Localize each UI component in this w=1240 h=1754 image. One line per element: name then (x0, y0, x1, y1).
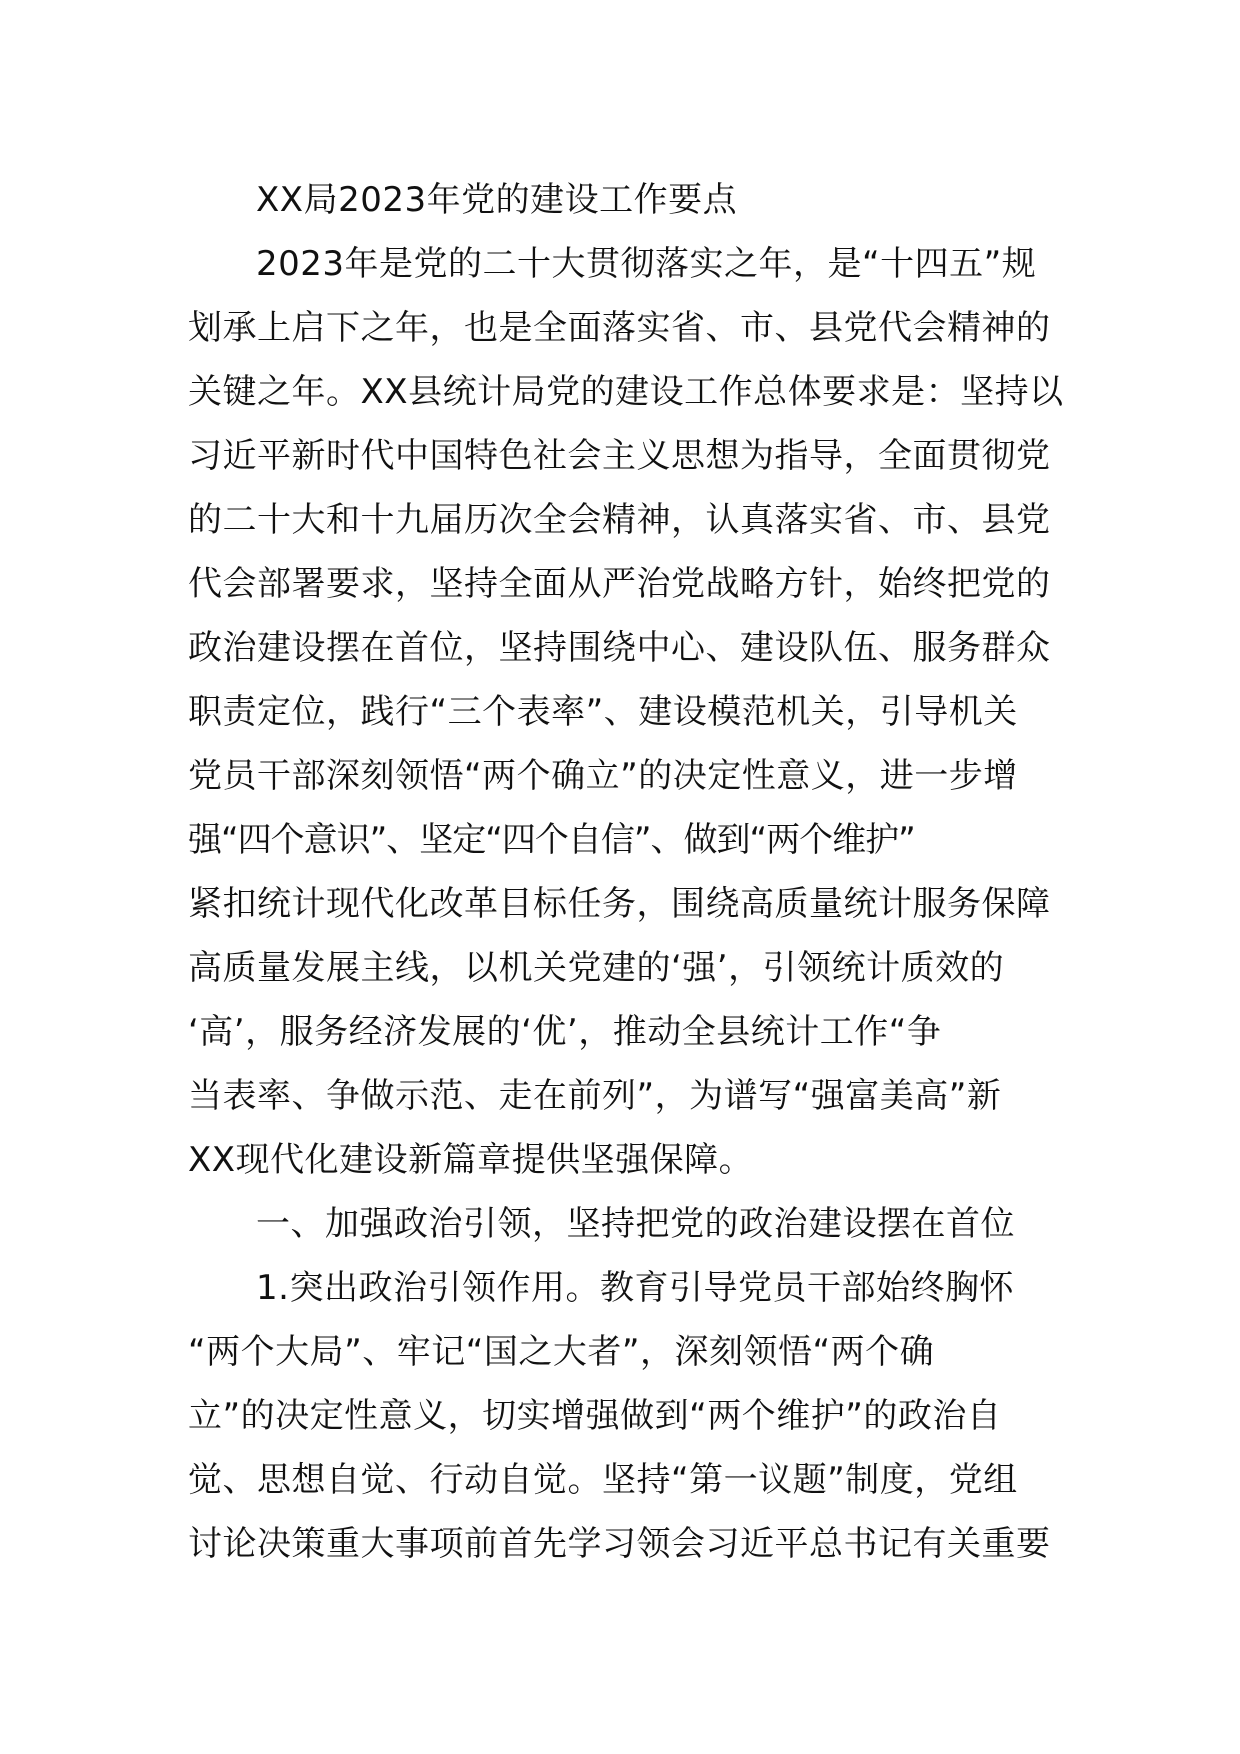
text-line: 的二十大和十九届历次全会精神，认真落实省、市、县党 (188, 500, 1051, 540)
text-line: 代会部署要求，坚持全面从严治党战略方针，始终把党的 (188, 564, 1051, 604)
text-line: 立”的决定性意义，切实增强做到“两个维护”的政治自 (188, 1396, 1002, 1436)
text-line: 划承上启下之年，也是全面落实省、市、县党代会精神的 (188, 308, 1051, 348)
text-line: XX现代化建设新篇章提供坚强保障。 (188, 1140, 754, 1180)
section-heading: 一、加强政治引领，坚持把党的政治建设摆在首位 (256, 1204, 1015, 1244)
text-line: 职责定位，践行“三个表率”、建设模范机关，引导机关 (188, 692, 1018, 732)
text-line: 强“四个意识”、坚定“四个自信”、做到“两个维护” (188, 820, 915, 860)
text-line: ‘高’，服务经济发展的‘优’，推动全县统计工作“争 (188, 1012, 942, 1052)
text-line: 习近平新时代中国特色社会主义思想为指导，全面贯彻党 (188, 436, 1051, 476)
text-line: 政治建设摆在首位，坚持围绕中心、建设队伍、服务群众 (188, 628, 1051, 668)
text-line: 1.突出政治引领作用。教育引导党员干部始终胸怀 (256, 1268, 1014, 1308)
text-line: 高质量发展主线，以机关党建的‘强’，引领统计质效的 (188, 948, 1005, 988)
text-line: 当表率、争做示范、走在前列”，为谱写“强富美高”新 (188, 1076, 1002, 1116)
item-1-paragraph (188, 1256, 1056, 1576)
document-title: XX局2023年党的建设工作要点 (256, 180, 738, 220)
text-line: 党员干部深刻领悟“两个确立”的决定性意义，进一步增 (188, 756, 1018, 796)
text-line: 关键之年。XX县统计局党的建设工作总体要求是：坚持以 (188, 372, 1064, 412)
intro-paragraph (188, 232, 1064, 1192)
document-body (188, 168, 1064, 1576)
text-line: 紧扣统计现代化改革目标任务，围绕高质量统计服务保障 (188, 884, 1051, 924)
text-line: 讨论决策重大事项前首先学习领会习近平总书记有关重要 (188, 1524, 1051, 1564)
text-line: 2023年是党的二十大贯彻落实之年，是“十四五”规 (256, 244, 1037, 284)
text-line: 觉、思想自觉、行动自觉。坚持“第一议题”制度，党组 (188, 1460, 1018, 1500)
text-line: “两个大局”、牢记“国之大者”，深刻领悟“两个确 (188, 1332, 935, 1372)
